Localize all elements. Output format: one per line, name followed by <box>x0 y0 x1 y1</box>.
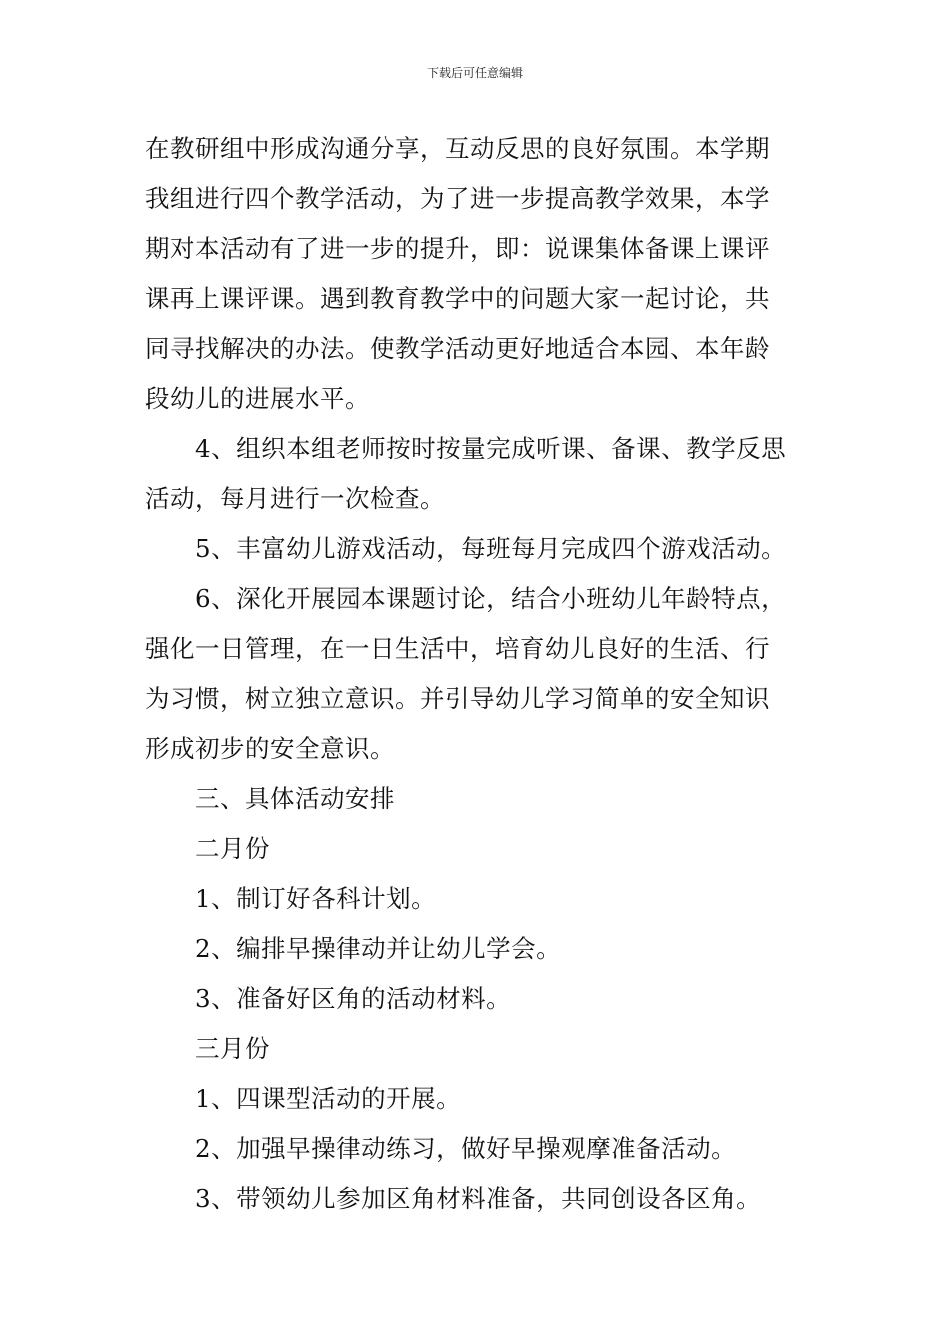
text-line: 活动，每月进行一次检查。 <box>145 484 445 513</box>
paragraph-item-5 <box>145 524 809 574</box>
text-line: 强化一日管理，在一日生活中，培育幼儿良好的生活、行 <box>145 634 770 663</box>
text-line: 课再上课评课。遇到教育教学中的问题大家一起讨论，共 <box>145 284 770 313</box>
text-line: 形成初步的安全意识。 <box>145 734 395 763</box>
paragraph-item-4 <box>145 424 809 524</box>
section-heading: 三、具体活动安排 <box>195 784 395 813</box>
paragraph-teaching-research <box>145 124 809 424</box>
text-line: 同寻找解决的办法。使教学活动更好地适合本园、本年龄 <box>145 334 770 363</box>
list-item: 3、带领幼儿参加区角材料准备，共同创设各区角。 <box>195 1184 762 1213</box>
text-line: 6、深化开展园本课题讨论，结合小班幼儿年龄特点， <box>195 584 787 613</box>
text-line: 我组进行四个教学活动，为了进一步提高教学效果，本学 <box>145 184 770 213</box>
page-header: 下载后可任意编辑 <box>426 66 523 80</box>
month-heading-march: 三月份 <box>195 1034 270 1063</box>
list-item: 2、编排早操律动并让幼儿学会。 <box>195 934 562 963</box>
list-item: 1、制订好各科计划。 <box>195 884 437 913</box>
paragraph-item-6 <box>145 574 809 774</box>
list-item: 3、准备好区角的活动材料。 <box>195 984 512 1013</box>
text-line: 为习惯，树立独立意识。并引导幼儿学习简单的安全知识 <box>145 684 770 713</box>
text-line: 5、丰富幼儿游戏活动，每班每月完成四个游戏活动。 <box>195 534 787 563</box>
text-line: 期对本活动有了进一步的提升，即：说课集体备课上课评 <box>145 234 770 263</box>
text-line: 在教研组中形成沟通分享，互动反思的良好氛围。本学期 <box>145 134 770 163</box>
document-body <box>145 124 809 1224</box>
text-line: 4、组织本组老师按时按量完成听课、备课、教学反思 <box>195 434 787 463</box>
list-item: 2、加强早操律动练习，做好早操观摩准备活动。 <box>195 1134 737 1163</box>
month-heading-february: 二月份 <box>195 834 270 863</box>
list-item: 1、四课型活动的开展。 <box>195 1084 462 1113</box>
text-line: 段幼儿的进展水平。 <box>145 384 370 413</box>
